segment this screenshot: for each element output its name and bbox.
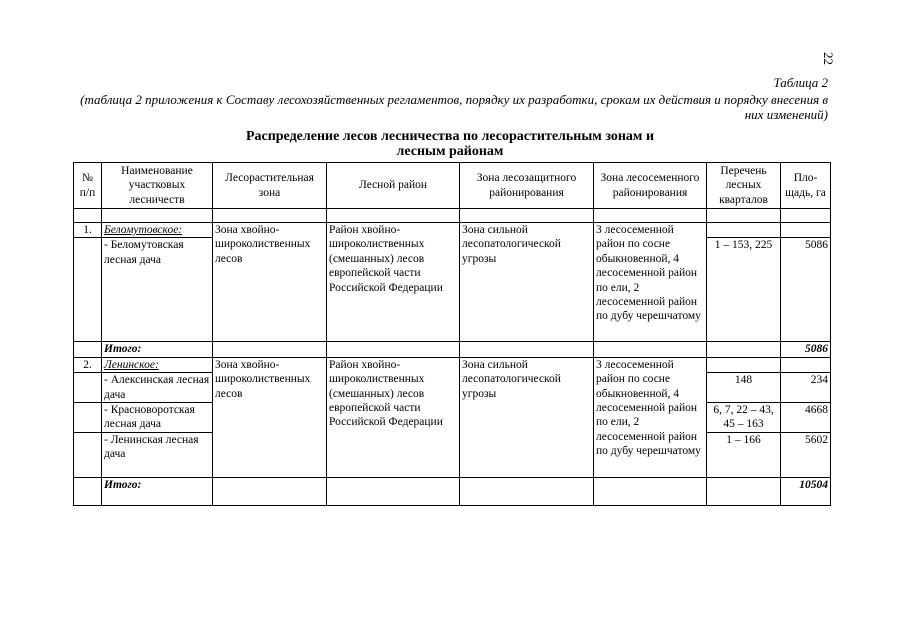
area: 234 [781,373,831,403]
forestry-name: Ленинское: [102,357,213,372]
forest-zone: Зона хвойно-широколиственных лесов [213,223,327,342]
forest-distribution-table [73,162,831,506]
row-num: 1. [74,223,102,238]
header-zone: Лесорастительная зона [213,163,327,209]
table-row [74,223,831,238]
forest-region: Район хвойно-широколиственных (смешанных) лесов европейской части Российской Федерации [327,357,460,477]
seed-zone: 3 лесосеменной район по сосне обыкновенной, 4 лесосеменной район по ели, 2 лесосеменной район по дубу черешчатому [594,357,707,477]
table-subtitle: (таблица 2 приложения к Составу лесохозяйственных регламентов, порядку их разработки, срокам их действия и порядку внесения в них изменений) [80,92,828,122]
quarters: 1 – 153, 225 [707,238,781,342]
forest-region: Район хвойно-широколиственных (смешанных) лесов европейской части Российской Федерации [327,223,460,342]
total-area: 10504 [781,477,831,505]
title-line-2: лесным районам [396,144,504,159]
title-line-1: Распределение лесов лесничества по лесорастительным зонам и [245,129,655,144]
total-row [74,477,831,505]
header-region: Лесной район [327,163,460,209]
protection-zone: Зона сильной лесопатологической угрозы [460,223,594,342]
area: 5602 [781,432,831,477]
spacer-row [74,209,831,223]
header-protect: Зона лесозащитного районирования [460,163,594,209]
subdivision-name: - Беломутовская лесная дача [102,238,213,342]
header-name: Наименование участковых лесничеств [102,163,213,209]
header-num: № п/п [74,163,102,209]
subdivision-name: - Красноворотская лесная дача [102,403,213,433]
row-num: 2. [74,357,102,372]
quarters: 1 – 166 [707,432,781,477]
area: 4668 [781,403,831,433]
area: 5086 [781,238,831,342]
header-quarters: Перечень лесных кварталов [707,163,781,209]
total-row [74,342,831,357]
quarters: 148 [707,373,781,403]
forestry-name: Беломутовское: [102,223,213,238]
table-row [74,357,831,372]
table-label: Таблица 2 [773,75,828,90]
header-seed: Зона лесосеменного районирования [594,163,707,209]
total-area: 5086 [781,342,831,357]
header-area: Пло-щадь, га [781,163,831,209]
protection-zone: Зона сильной лесопатологической угрозы [460,357,594,477]
page-title [70,129,830,159]
subdivision-name: - Алексинская лесная дача [102,373,213,403]
total-label: Итого: [102,477,213,505]
header-row [74,163,831,209]
page-number: 22 [821,52,836,65]
seed-zone: 3 лесосеменной район по сосне обыкновенной, 4 лесосеменной район по ели, 2 лесосеменной район по дубу черешчатому [594,223,707,342]
quarters: 6, 7, 22 – 43, 45 – 163 [707,403,781,433]
forest-zone: Зона хвойно-широколиственных лесов [213,357,327,477]
total-label: Итого: [102,342,213,357]
subdivision-name: - Ленинская лесная дача [102,432,213,477]
